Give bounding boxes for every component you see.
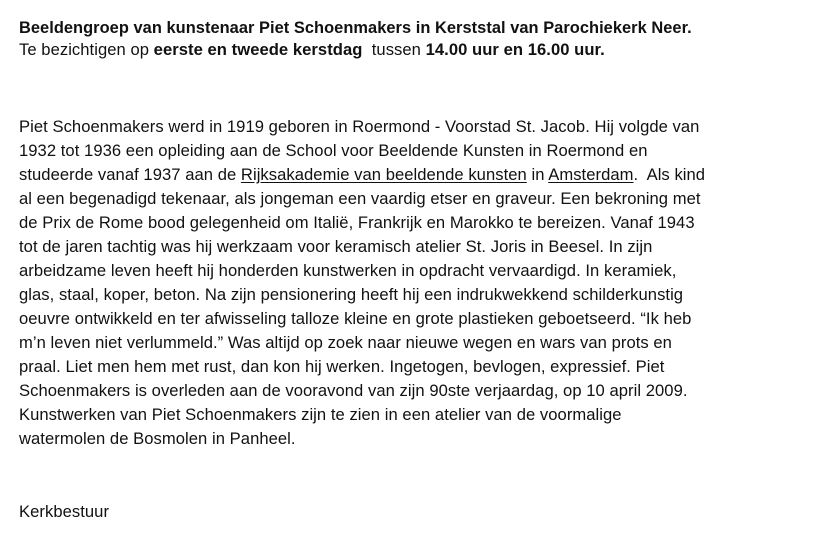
body-line-9: oeuvre ontwikkeld en ter afwisseling talloze kleine en grote plastieken geboetseerd. “Ik heb <box>19 309 692 328</box>
viewing-times <box>19 39 605 61</box>
viewing-times-between: tussen <box>362 40 426 59</box>
body-line-4: al een begenadigd tekenaar, als jongeman een vaardig etser en graveur. Een bekroning met <box>19 189 701 208</box>
signature: Kerkbestuur <box>19 502 110 521</box>
body-line-14: watermolen de Bosmolen in Panheel. <box>19 429 296 448</box>
document-title: Beeldengroep van kunstenaar Piet Schoenmakers in Kerststal van Parochiekerk Neer. <box>19 19 692 37</box>
body-line-3 <box>19 164 705 186</box>
body-line-3-mid: in <box>526 165 549 184</box>
body-line-7: arbeidzame leven heeft hij honderden kunstwerken in opdracht vervaardigd. In keramiek, <box>19 261 677 280</box>
body-line-3-end: . Als kind <box>633 165 706 184</box>
body-line-11: praal. Liet men hem met rust, dan kon hij werken. Ingetogen, bevlogen, expressief. Piet <box>19 357 665 376</box>
body-line-3-start: studeerde vanaf 1937 aan de <box>19 165 241 184</box>
rijksakademie-link[interactable]: Rijksakademie van beeldende kunsten <box>240 165 527 184</box>
body-line-12: Schoenmakers is overleden aan de vooravond van zijn 90ste verjaardag, op 10 april 2009. <box>19 381 688 400</box>
body-line-1: Piet Schoenmakers werd in 1919 geboren in Roermond - Voorstad St. Jacob. Hij volgde van <box>19 117 700 136</box>
viewing-hours: 14.00 uur en 16.00 uur. <box>425 40 605 59</box>
viewing-days: eerste en tweede kerstdag <box>153 40 363 59</box>
amsterdam-link[interactable]: Amsterdam <box>548 165 634 184</box>
viewing-times-intro: Te bezichtigen op <box>19 40 154 59</box>
body-line-8: glas, staal, koper, beton. Na zijn pensionering heeft hij een indrukwekkend schilderkunstig <box>19 285 684 304</box>
body-line-10: m’n leven niet verlummeld.” Was altijd op zoek naar nieuwe wegen en wars van prots en <box>19 333 672 352</box>
body-line-5: de Prix de Rome bood gelegenheid om Italië, Frankrijk en Marokko te bereizen. Vanaf 1943 <box>19 213 695 232</box>
body-line-6: tot de jaren tachtig was hij werkzaam voor keramisch atelier St. Joris in Beesel. In zijn <box>19 237 653 256</box>
body-line-2: 1932 tot 1936 een opleiding aan de School voor Beeldende Kunsten in Roermond en <box>19 141 648 160</box>
body-line-13: Kunstwerken van Piet Schoenmakers zijn te zien in een atelier van de voormalige <box>19 405 622 424</box>
